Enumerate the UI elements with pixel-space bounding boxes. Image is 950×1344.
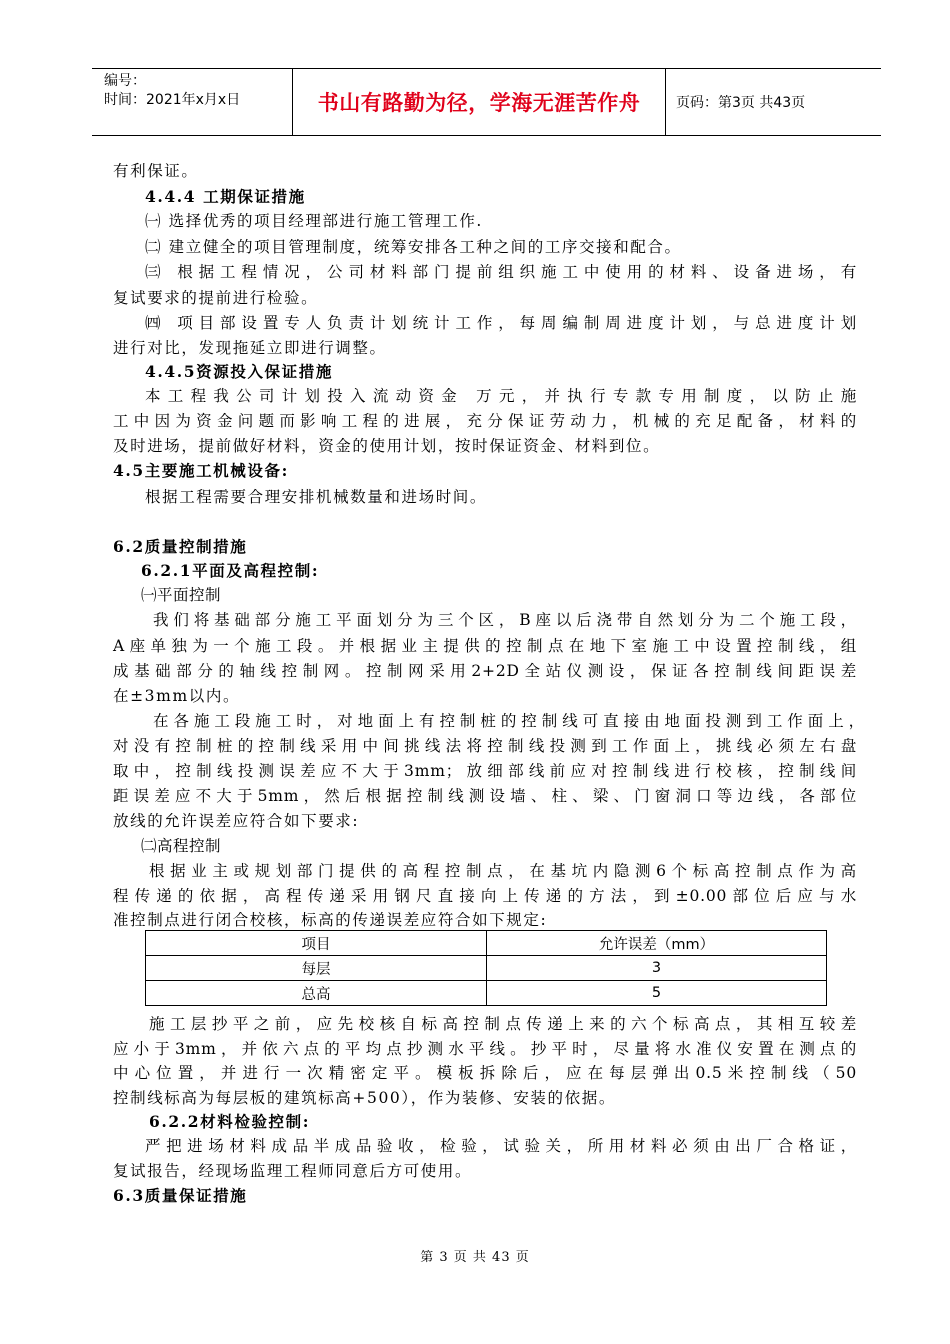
text-line: ㈡高程控制 [141, 837, 222, 855]
text-line: 及时进场，提前做好材料，资金的使用计划，按时保证资金、材料到位。 [113, 437, 661, 455]
text-line: 程传递的依据，高程传递采用钢尺直接向上传递的方法，到±0.00部位后应与水 [113, 887, 857, 905]
table-row [146, 981, 827, 1006]
text-line: ㈣ 项目部设置专人负责计划统计工作，每周编制周进度计划，与总进度计划 [145, 314, 857, 332]
page-footer: 第 3 页 共 43 页 [420, 1250, 530, 1265]
text-line: 在各施工段施工时，对地面上有控制桩的控制线可直接由地面投测到工作面上， [153, 712, 865, 730]
page-header [92, 68, 881, 136]
text-line: 进行对比，发现拖延立即进行调整。 [113, 339, 387, 357]
text-line: 对没有控制桩的控制线采用中间挑线法将控制线投测到工作面上，挑线必须左右盘 [113, 737, 857, 755]
text-line: 我们将基础部分施工平面划分为三个区，B座以后浇带自然划分为二个施工段， [153, 611, 857, 629]
header-meta [92, 69, 293, 135]
text-line: 控制线标高为每层板的建筑标高+500），作为装修、安装的依据。 [113, 1089, 616, 1107]
table-header-row [146, 931, 827, 956]
table-header-cell: 允许误差（mm） [487, 931, 827, 956]
text-line: ㈡ 建立健全的项目管理制度，统筹安排各工种之间的工序交接和配合。 [145, 238, 682, 256]
text-line: ㈠ 选择优秀的项目经理部进行施工管理工作. [145, 212, 483, 230]
text-line: 在±3mm以内。 [113, 687, 241, 705]
text-line: 复试要求的提前进行检验。 [113, 289, 319, 307]
section-heading: 4.5主要施工机械设备: [113, 461, 289, 480]
table-cell: 3 [487, 956, 827, 981]
text-line: 有利保证。 [113, 162, 199, 180]
text-line: 严把进场材料成品半成品验收，检验，试验关，所用材料必须由出厂合格证， [145, 1137, 857, 1155]
section-heading: 6.2.2材料检验控制: [149, 1112, 311, 1131]
text-line: 准控制点进行闭合校核，标高的传递误差应符合如下规定: [113, 911, 548, 929]
header-page-info: 页码：第3页 共43页 [676, 95, 806, 111]
text-line: 复试报告，经现场监理工程师同意后方可使用。 [113, 1162, 473, 1180]
table-row [146, 956, 827, 981]
section-heading: 6.2质量控制措施 [113, 537, 248, 556]
table-cell: 每层 [146, 956, 487, 981]
header-time: 时间：2021年x月x日 [104, 92, 241, 108]
text-line: 根据工程需要合理安排机械数量和进场时间。 [145, 488, 488, 506]
text-line: ㈢ 根据工程情况，公司材料部门提前组织施工中使用的材料、设备进场，有 [145, 263, 857, 281]
section-heading: 6.2.1平面及高程控制: [141, 561, 320, 580]
text-line: ㈠平面控制 [141, 586, 222, 604]
text-line: 取中，控制线投测误差应不大于3mm；放细部线前应对控制线进行校核，控制线间 [113, 762, 857, 780]
tolerance-table [145, 930, 827, 1006]
text-line: 中心位置，并进行一次精密定平。模板拆除后，应在每层弹出0.5米控制线（50 [113, 1064, 857, 1082]
section-heading: 4.4.5资源投入保证措施 [145, 362, 333, 381]
table-cell: 5 [487, 981, 827, 1006]
text-line: 本工程我公司计划投入流动资金 万元，并执行专款专用制度，以防止施 [145, 387, 857, 405]
section-heading: 4.4.4 工期保证措施 [145, 187, 306, 206]
text-line: A座单独为一个施工段。并根据业主提供的控制点在地下室施工中设置控制线，组 [113, 637, 857, 655]
text-line: 施工层抄平之前，应先校核自标高控制点传递上来的六个标高点，其相互较差 [149, 1015, 857, 1033]
table-cell: 总高 [146, 981, 487, 1006]
section-heading: 6.3质量保证措施 [113, 1186, 248, 1205]
header-code: 编号： [104, 73, 146, 89]
text-line: 放线的允许误差应符合如下要求: [113, 812, 360, 830]
text-line: 根据业主或规划部门提供的高程控制点，在基坑内隐测6个标高控制点作为高 [149, 862, 857, 880]
header-motto: 书山有路勤为径，学海无涯苦作舟 [293, 69, 666, 135]
text-line: 工中因为资金问题而影响工程的进展，充分保证劳动力，机械的充足配备，材料的 [113, 412, 857, 430]
text-line: 距误差应不大于5mm，然后根据控制线测设墙、柱、梁、门窗洞口等边线，各部位 [113, 787, 857, 805]
table-header-cell: 项目 [146, 931, 487, 956]
text-line: 成基础部分的轴线控制网。控制网采用2+2D全站仪测设，保证各控制线间距误差 [113, 662, 857, 680]
text-line: 应小于3mm，并依六点的平均点抄测水平线。抄平时，尽量将水准仪安置在测点的 [113, 1040, 857, 1058]
